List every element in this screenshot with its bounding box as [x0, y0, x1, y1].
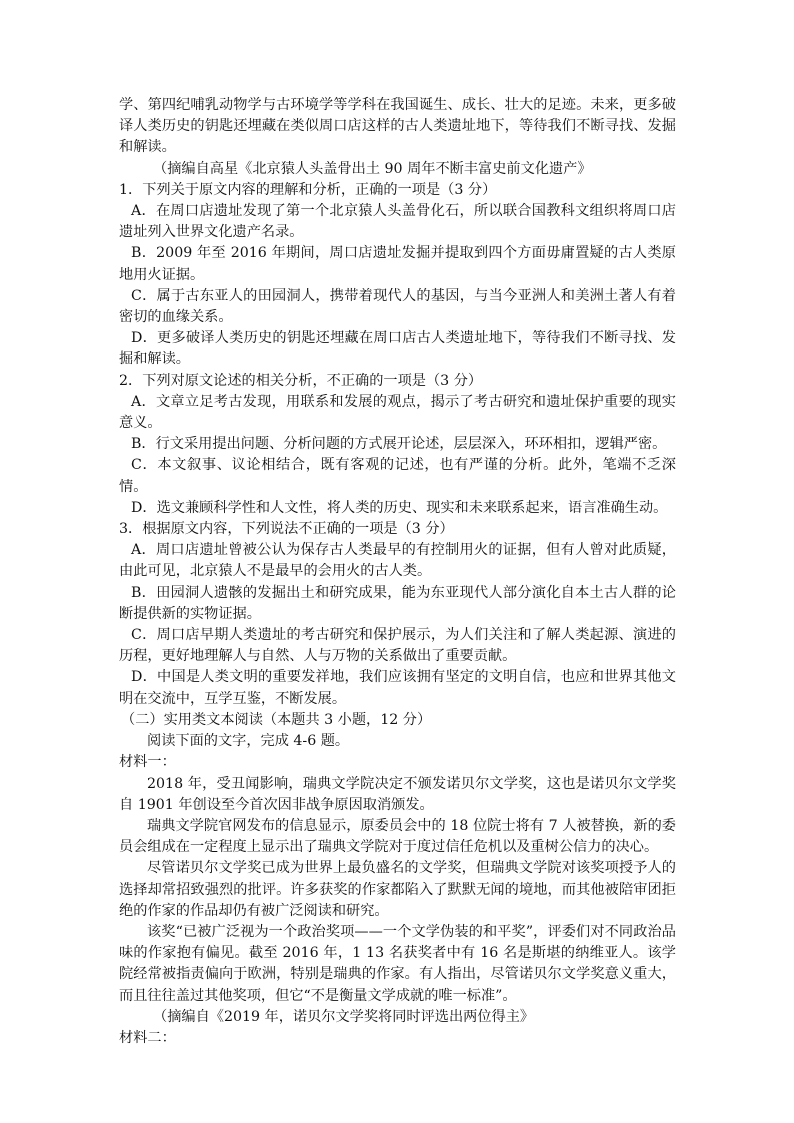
material-1-paragraph: 尽管诺贝尔文学奖已成为世界上最负盛名的文学奖，但瑞典文学院对该奖项授予人的选择却常招致强烈的批评。许多获奖的作家都陷入了默默无闻的境地，而其他被陪审团拒绝的作家的作品却仍有被广泛阅读和研究。 — [119, 860, 676, 919]
question-3-option-a: A．周口店遗址曾被公认为保存古人类最早的有控制用火的证据，但有人曾对此质疑，由此可见，北京猿人不是最早的会用火的古人类。 — [119, 542, 676, 580]
question-1-option-b: B．2009 年至 2016 年期间，周口店遗址发掘并提取到四个方面毋庸置疑的古人类原地用火证据。 — [119, 245, 676, 283]
question-2-option-b: B．行文采用提出问题、分析问题的方式展开论述，层层深入，环环相扣，逻辑严密。 — [131, 436, 667, 453]
question-3-option-c: C．周口店早期人类遗址的考古研究和保护展示，为人们关注和了解人类起源、演进的历程，更好地理解人与自然、人与万物的关系做出了重要贡献。 — [119, 627, 676, 665]
question-1-option-a: A．在周口店遗址发现了第一个北京猿人头盖骨化石，所以联合国教科文组织将周口店遗址列入世界文化遗产名录。 — [119, 203, 676, 241]
material-1-paragraph: 该奖“已被广泛视为一个政治奖项——一个文学伪装的和平奖”，评委们对不同政治品味的作家抱有偏见。截至 2016 年，1 13 名获奖者中有 16 名是斯堪的纳维亚人。该学院经常被指责偏向于欧洲，特别是瑞典的作家。有人指出，尽管诺贝尔文学奖意义重大，而且往往盖过其他奖项，但它“不是衡量文学成就的唯一标准”。 — [119, 923, 676, 1004]
question-3-option-b: B．田园洞人遗骸的发掘出土和研究成果，能为东亚现代人部分演化自本土古人群的论断提供新的实物证据。 — [119, 584, 676, 622]
material-1-paragraph: 瑞典文学院官网发布的信息显示，原委员会中的 18 位院士将有 7 人被替换，新的委员会组成在一定程度上显示出了瑞典文学院对于度过信任危机以及重树公信力的决心。 — [119, 817, 676, 856]
document-content — [119, 95, 676, 1049]
material-1-label: 材料一： — [119, 754, 176, 771]
section-2-heading: （二）实用类文本阅读（本题共 3 小题，12 分） — [121, 711, 432, 728]
material-1-paragraph: 2018 年，受丑闻影响，瑞典文学院决定不颁发诺贝尔文学奖，这也是诺贝尔文学奖自 1901 年创设至今首次因非战争原因取消颁发。 — [119, 775, 676, 813]
question-3-stem: 3．根据原文内容，下列说法不正确的一项是（3 分） — [119, 521, 454, 538]
question-3-option-d: D．中国是人类文明的重要发祥地，我们应该拥有坚定的文明自信，也应和世界其他文明在交流中，互学互鉴，不断发展。 — [119, 669, 676, 707]
question-1-stem: 1．下列关于原文内容的理解和分析，正确的一项是（3 分） — [119, 181, 497, 198]
question-2-option-c: C．本文叙事、议论相结合，既有客观的记述，也有严谨的分析。此外，笔端不乏深情。 — [119, 457, 676, 495]
question-2-option-a: A．文章立足考古发现，用联系和发展的观点，揭示了考古研究和遗址保护重要的现实意义。 — [119, 393, 676, 432]
question-2-option-d: D．选文兼顾科学性和人文性，将人类的历史、现实和未来联系起来，语言准确生动。 — [131, 499, 668, 516]
section-2-instruction: 阅读下面的文字，完成 4-6 题。 — [147, 733, 350, 750]
question-1-option-d: D．更多破译人类历史的钥匙还埋藏在周口店古人类遗址地下，等待我们不断寻找、发掘和解读。 — [119, 330, 676, 368]
passage-source: （摘编自高星《北京猿人头盖骨出土 90 周年不断丰富史前文化遗产》 — [153, 160, 592, 177]
passage-tail: 学、第四纪哺乳动物学与古环境学等学科在我国诞生、成长、壮大的足迹。未来，更多破译人类历史的钥匙还埋藏在类似周口店这样的古人类遗址地下，等待我们不断寻找、发掘和解读。 — [119, 97, 676, 156]
material-2-label: 材料二： — [119, 1029, 176, 1046]
question-2-stem: 2．下列对原文论述的相关分析，不正确的一项是（3 分） — [119, 372, 483, 389]
question-1-option-c: C．属于古东亚人的田园洞人，携带着现代人的基因，与当今亚洲人和美洲土著人有着密切的血缘关系。 — [119, 287, 676, 326]
material-1-source: （摘编自《2019 年，诺贝尔文学奖将同时评选出两位得主》 — [153, 1008, 535, 1025]
